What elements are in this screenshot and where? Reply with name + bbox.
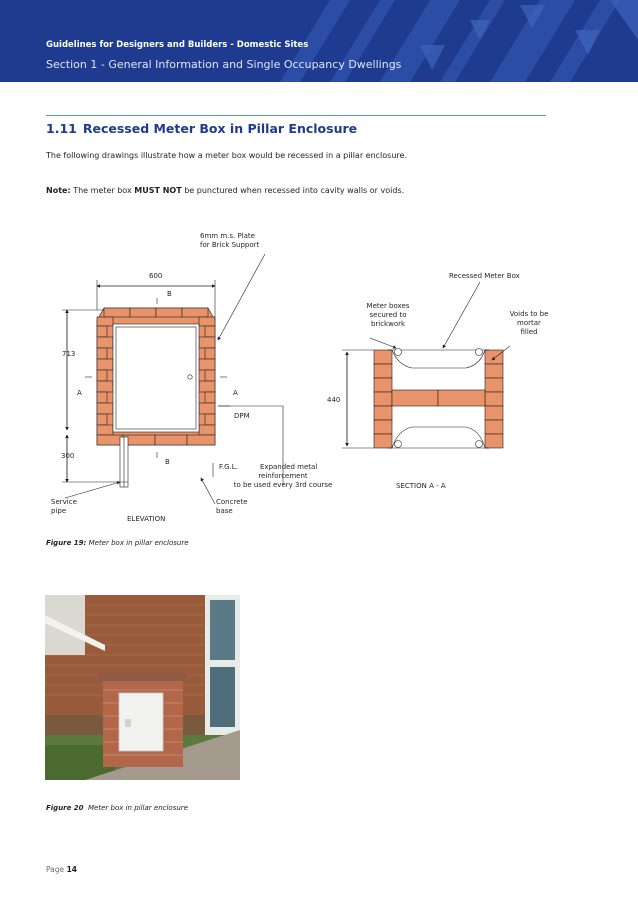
fgl-label: F.G.L.	[219, 463, 238, 471]
photo-illustration	[45, 595, 240, 780]
page-number-value: 14	[66, 865, 77, 874]
note-label: Note:	[46, 186, 71, 195]
section-divider	[46, 115, 546, 116]
page-header	[0, 0, 638, 82]
dim-width-label: 600	[149, 272, 163, 280]
section-title-text: Recessed Meter Box in Pillar Enclosure	[82, 121, 358, 136]
marker-b-top: B	[167, 290, 172, 298]
service-pipe-label: Service pipe	[51, 498, 77, 515]
note-text-before: The meter box	[73, 186, 132, 195]
figure20-label: Figure 20	[46, 804, 84, 812]
meter-boxes-label: Meter boxes secured to brickwork	[366, 302, 410, 328]
section-number: 1.11	[46, 121, 77, 136]
section-aa-label: SECTION A - A	[396, 482, 446, 490]
page-label: Page	[46, 865, 65, 874]
plate-label: 6mm m.s. Plate for Brick Support	[200, 232, 260, 249]
dim-300-label: 300	[61, 452, 75, 460]
marker-a-left: A	[77, 389, 82, 397]
document-title: Guidelines for Designers and Builders - Domestic Sites	[46, 40, 309, 50]
note-emphasis: MUST NOT	[134, 186, 182, 195]
section-heading	[46, 121, 357, 136]
concrete-base-label: Concrete base	[216, 498, 248, 515]
figure19-text: Meter box in pillar enclosure	[88, 539, 189, 547]
figure20-caption	[46, 804, 188, 812]
dim-440-label: 440	[327, 396, 341, 404]
figure20-text: Meter box in pillar enclosure	[88, 804, 188, 812]
dim-713-label: 713	[62, 350, 76, 358]
note-paragraph	[46, 186, 404, 195]
intro-paragraph: The following drawings illustrate how a meter box would be recessed in a pillar enclosure.	[46, 151, 407, 160]
expanded-metal-label: Expanded metal reinforcement to be used every 3rd course	[233, 463, 333, 489]
dpm-label: DPM	[234, 412, 250, 420]
figure19-label: Figure 19:	[46, 539, 87, 547]
marker-a-right: A	[233, 389, 238, 397]
marker-b-bottom: B	[165, 458, 170, 466]
meter-box-photo	[45, 595, 240, 780]
section-subtitle: Section 1 - General Information and Single Occupancy Dwellings	[46, 58, 402, 71]
figure19-caption	[46, 539, 189, 547]
voids-label: Voids to be mortar filled	[509, 310, 549, 336]
recessed-meter-box-label: Recessed Meter Box	[449, 272, 520, 280]
note-text-after: be punctured when recessed into cavity walls or voids.	[184, 186, 405, 195]
page-number	[46, 865, 77, 874]
elevation-label: ELEVATION	[127, 515, 166, 523]
